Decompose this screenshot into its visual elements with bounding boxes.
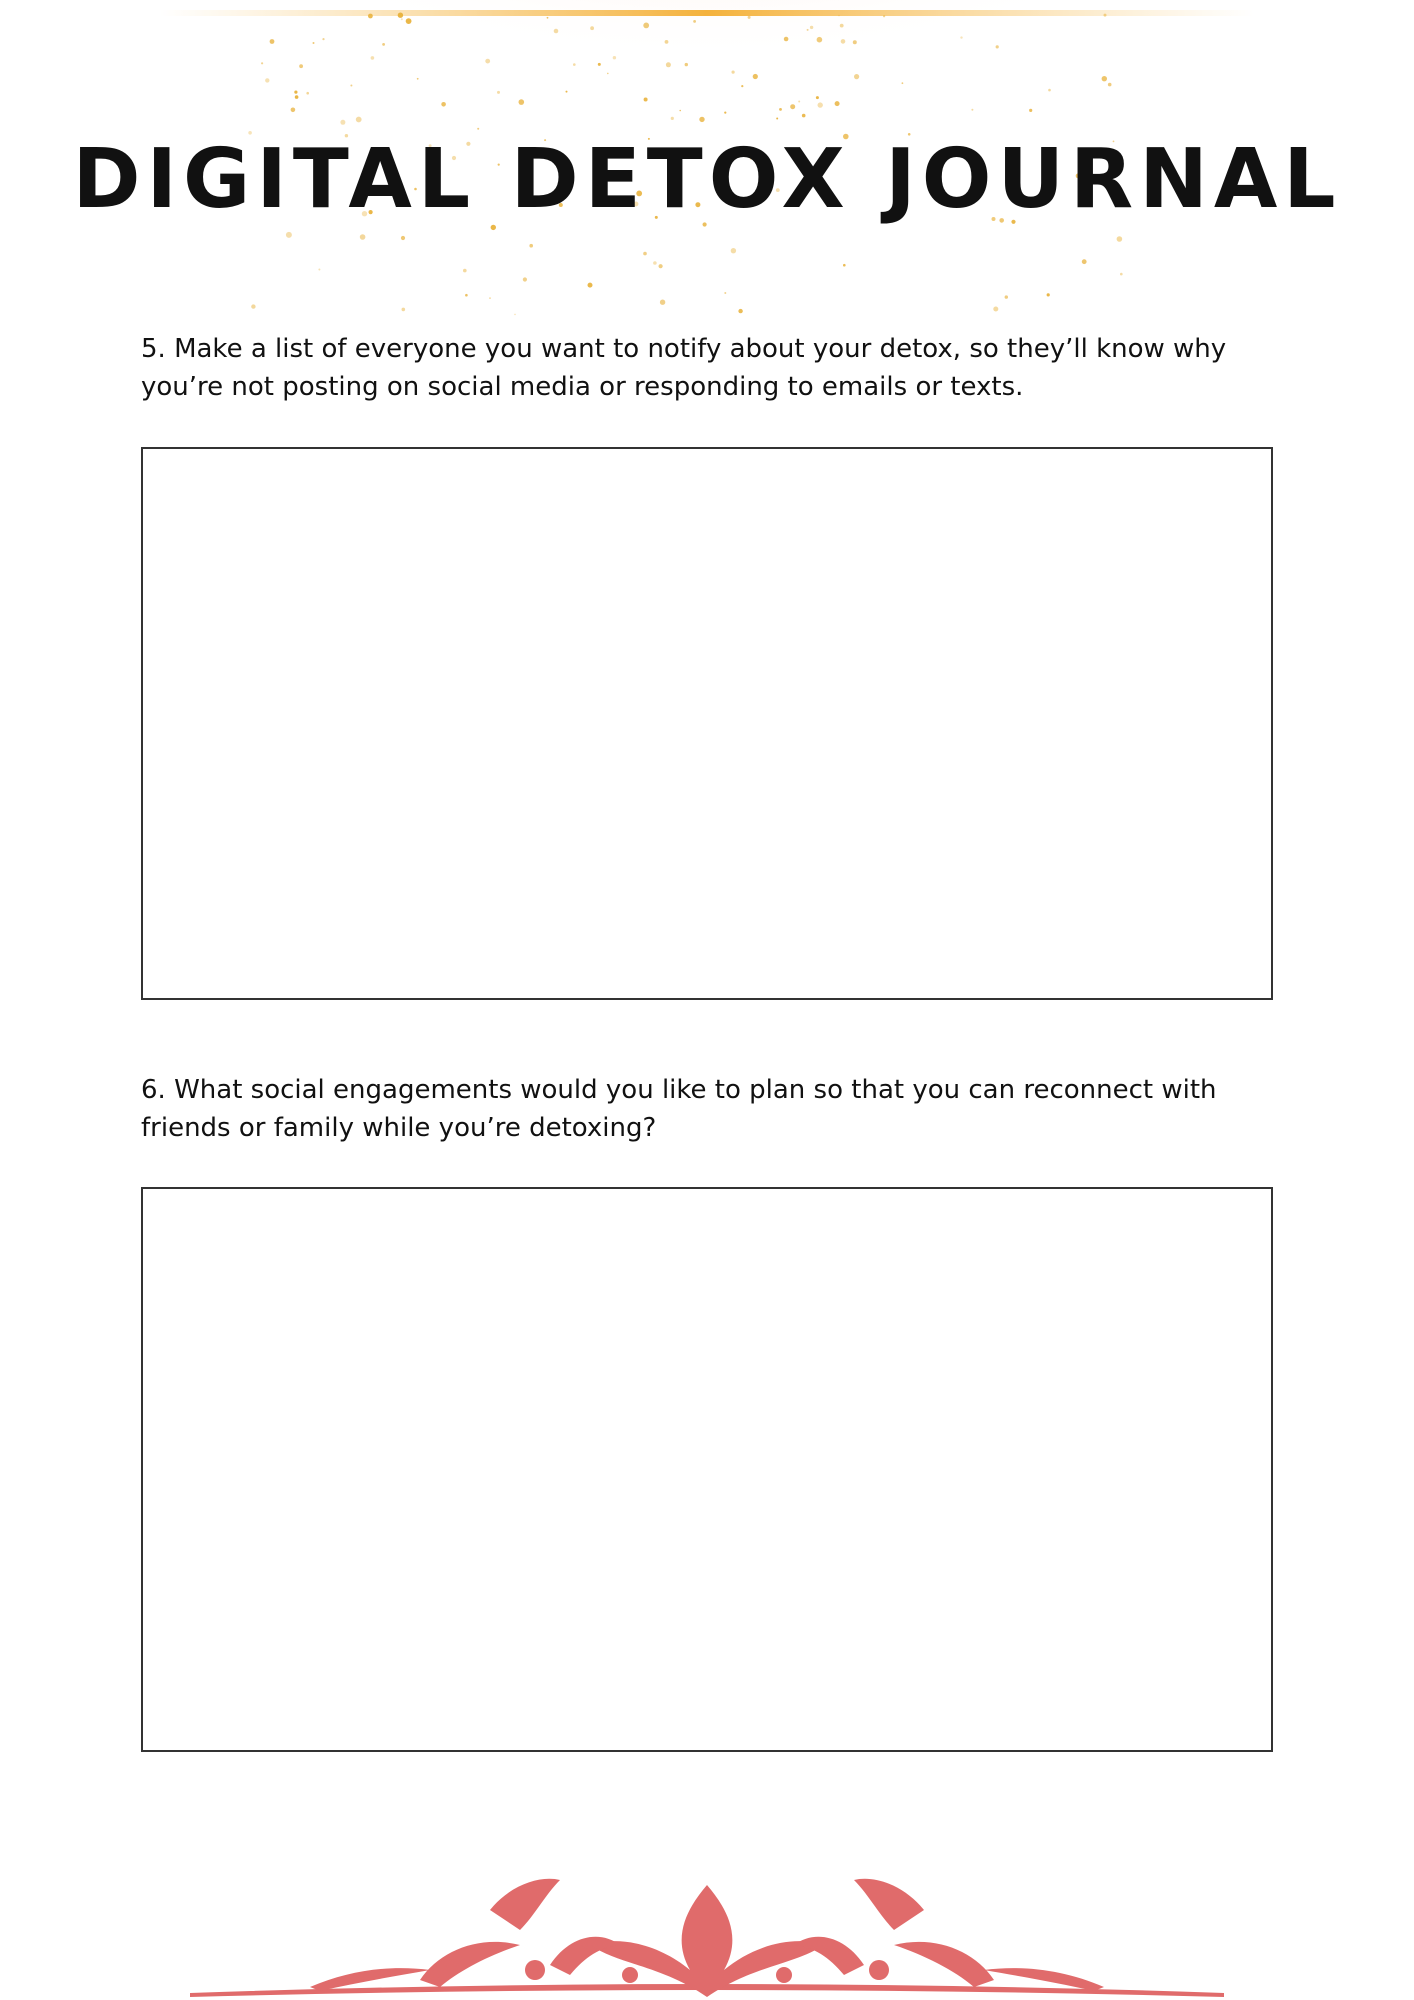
sparkle-dot xyxy=(802,114,806,118)
sparkle-dot xyxy=(1005,295,1008,298)
sparkle-dot xyxy=(398,13,403,18)
sparkle-dot xyxy=(294,91,297,94)
sparkle-dot xyxy=(523,277,527,281)
sparkle-dot xyxy=(666,62,671,67)
sparkle-dot xyxy=(741,85,743,87)
sparkle-dot xyxy=(693,20,696,23)
sparkle-dot xyxy=(685,63,688,66)
sparkle-dot xyxy=(477,128,479,130)
sparkle-dot xyxy=(1102,76,1107,81)
sparkle-dot xyxy=(417,78,419,80)
sparkle-dot xyxy=(810,26,813,29)
sparkle-dot xyxy=(613,56,616,59)
question-6-text: 6. What social engagements would you like to plan so that you can reconnect with friends or family while you’re detoxing? xyxy=(141,1075,1217,1143)
sparkle-dot xyxy=(853,40,857,44)
sparkle-dot xyxy=(818,102,823,107)
sparkle-dot xyxy=(993,307,998,312)
sparkle-dot xyxy=(401,18,403,20)
sparkle-dot xyxy=(368,14,373,19)
sparkle-dot xyxy=(816,96,819,99)
sparkle-dot xyxy=(1108,83,1112,87)
sparkle-dot xyxy=(261,62,263,64)
sparkle-dot xyxy=(738,309,742,313)
sparkle-dot xyxy=(299,64,303,68)
sparkle-dot xyxy=(835,101,840,106)
sparkle-dot xyxy=(401,236,405,240)
sparkle-dot xyxy=(402,308,406,312)
sparkle-dot xyxy=(356,117,362,123)
sparkle-dot xyxy=(784,37,789,42)
sparkle-dot xyxy=(753,74,758,79)
sparkle-dot xyxy=(371,56,375,60)
sparkle-dot xyxy=(588,283,593,288)
sparkle-dot xyxy=(465,294,468,297)
sparkle-dot xyxy=(291,108,296,113)
sparkle-dot xyxy=(724,292,726,294)
sparkle-dot xyxy=(748,16,751,19)
sparkle-dot xyxy=(313,42,315,44)
sparkle-dot xyxy=(485,59,490,64)
sparkle-dot xyxy=(883,15,885,17)
sparkle-dot xyxy=(519,99,525,105)
sparkle-dot xyxy=(960,36,962,38)
page-title: DIGITAL DETOX JOURNAL xyxy=(72,132,1342,227)
sparkle-dot xyxy=(798,101,800,103)
sparkle-dot xyxy=(665,40,669,44)
sparkle-dot xyxy=(489,297,491,299)
sparkle-dot xyxy=(971,109,973,111)
sparkle-dot xyxy=(841,39,846,44)
sparkle-dot xyxy=(1117,236,1123,242)
sparkle-dot xyxy=(643,23,649,29)
sparkle-dot xyxy=(350,85,352,87)
sparkle-dot xyxy=(838,15,840,17)
sparkle-dot xyxy=(779,108,782,111)
sparkle-dot xyxy=(590,26,594,30)
sparkle-dot xyxy=(270,39,275,44)
answer-box-6[interactable] xyxy=(141,1187,1273,1752)
sparkle-dot xyxy=(514,314,516,316)
sparkle-dot xyxy=(566,91,568,93)
sparkle-dot xyxy=(902,82,904,84)
sparkle-dot xyxy=(382,43,385,46)
sparkle-dot xyxy=(406,18,412,24)
sparkle-dot xyxy=(598,63,601,66)
sparkle-dot xyxy=(306,92,309,95)
sparkle-dot xyxy=(659,264,663,268)
sparkle-dot xyxy=(643,252,647,256)
sparkle-dot xyxy=(295,95,299,99)
sparkle-dot xyxy=(1120,273,1123,276)
sparkle-dot xyxy=(1029,109,1032,112)
sparkle-dot xyxy=(724,112,726,114)
sparkle-dot xyxy=(497,91,500,94)
sparkle-dot xyxy=(286,232,292,238)
sparkle-dot xyxy=(1104,14,1107,17)
question-5-text: 5. Make a list of everyone you want to notify about your detox, so they’ll know why you’re not posting on social media or responding to emails or texts. xyxy=(141,334,1227,402)
sparkle-dot xyxy=(1048,89,1051,92)
sparkle-dot xyxy=(607,73,609,75)
sparkle-dot xyxy=(463,269,467,273)
sparkle-dot xyxy=(573,63,576,66)
sparkle-dot xyxy=(360,234,366,240)
sparkle-dot xyxy=(1082,259,1087,264)
answer-box-5[interactable] xyxy=(141,447,1273,1000)
sparkle-dot xyxy=(854,74,859,79)
sparkle-dot xyxy=(817,37,823,43)
sparkle-dot xyxy=(251,304,255,308)
sparkle-dot xyxy=(653,261,657,265)
sparkle-dot xyxy=(529,244,533,248)
sparkle-dot xyxy=(732,71,735,74)
sparkle-dot xyxy=(265,78,269,82)
sparkle-dot xyxy=(660,300,665,305)
sparkle-dot xyxy=(790,104,795,109)
sparkle-dot xyxy=(340,120,345,125)
sparkle-dot xyxy=(318,269,320,271)
sparkle-dot xyxy=(699,117,704,122)
floral-ornament-decoration xyxy=(190,1875,1224,2000)
sparkle-dot xyxy=(554,29,559,34)
sparkle-dot xyxy=(671,117,674,120)
sparkle-dot xyxy=(731,248,736,253)
sparkle-dot xyxy=(441,102,446,107)
sparkle-dot xyxy=(322,38,324,40)
sparkle-dot xyxy=(1047,293,1050,296)
sparkle-dot xyxy=(679,110,681,112)
sparkle-dot xyxy=(843,264,846,267)
sparkle-dot xyxy=(807,29,809,31)
sparkle-dot xyxy=(996,45,999,48)
sparkle-dot xyxy=(840,24,844,28)
sparkle-dot xyxy=(776,118,778,120)
sparkle-dot xyxy=(644,98,648,102)
sparkle-dot xyxy=(547,17,549,19)
